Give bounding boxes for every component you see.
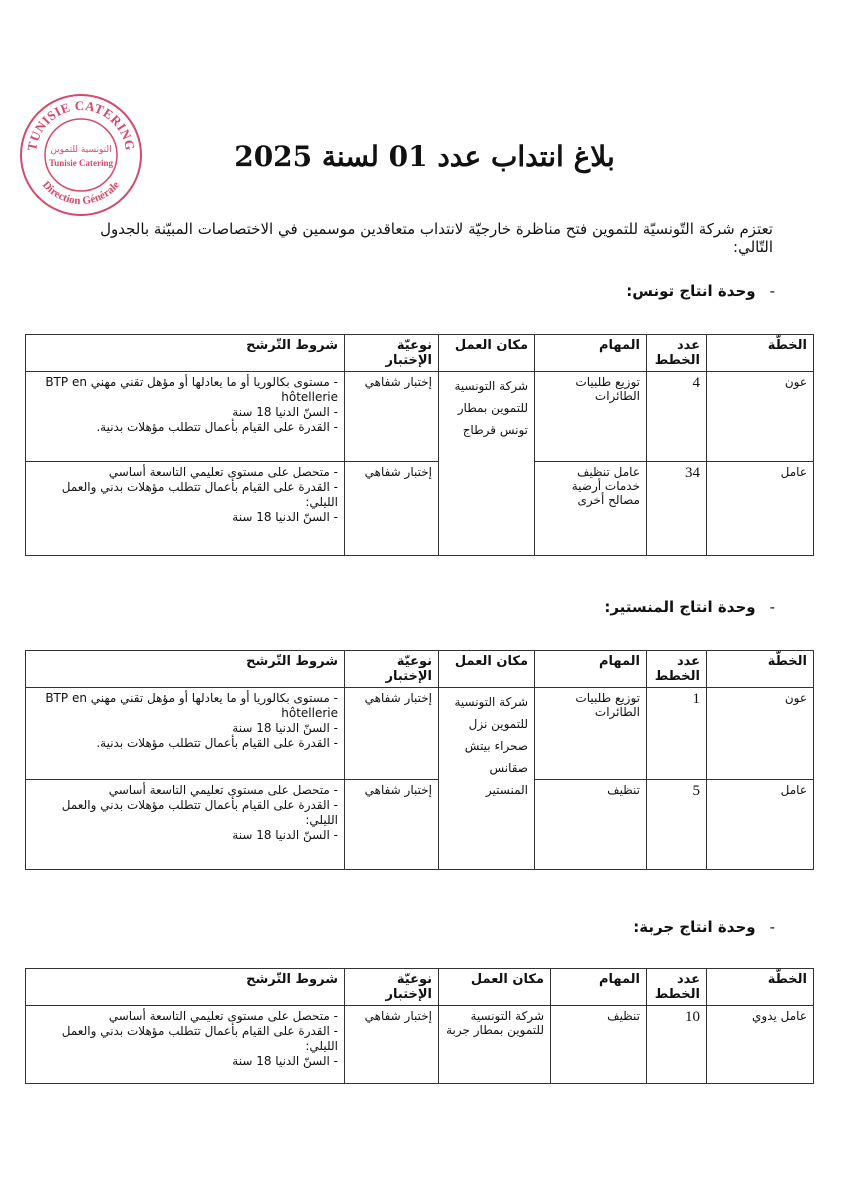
unit-heading-djerba: -وحدة انتاج جربة:	[633, 918, 775, 936]
cell-count: 1	[647, 688, 707, 780]
cell-tasks: توزيع طلبيات الطائرات	[535, 688, 647, 780]
header-tasks: المهام	[551, 969, 647, 1006]
condition-line: - متحصل على مستوى تعليمي التاسعة أساسي	[108, 783, 338, 797]
cell-position: عامل يدوي	[707, 1006, 814, 1084]
table-row	[26, 780, 814, 870]
cell-conditions	[26, 372, 345, 462]
condition-line: - مستوى بكالوريا أو ما يعادلها أو مؤهل تقني مهني BTP en hôtellerie	[45, 691, 338, 720]
svg-text:Direction Générale	[40, 179, 122, 207]
cell-place: شركة التونسية للتموين بمطار جربة	[439, 1006, 551, 1084]
condition-line: - متحصل على مستوى تعليمي التاسعة أساسي	[108, 1009, 338, 1023]
header-place: مكان العمل	[439, 651, 535, 688]
unit-heading-monastir: -وحدة انتاج المنستير:	[604, 598, 775, 616]
header-test: نوعيّة الإختبار	[345, 651, 439, 688]
stamp-arc-top: TUNISIE CATERING	[24, 97, 138, 152]
cell-position: عون	[707, 372, 814, 462]
cell-tasks: عامل تنظيف خدمات أرضية مصالح أخرى	[535, 462, 647, 556]
condition-line: - القدرة على القيام بأعمال تتطلب مؤهلات بدنية.	[96, 420, 338, 434]
cell-conditions	[26, 462, 345, 556]
condition-line: - متحصل على مستوى تعليمي التاسعة أساسي	[108, 465, 338, 479]
table-djerba	[25, 968, 814, 1084]
header-tasks: المهام	[535, 335, 647, 372]
condition-line: - السنّ الدنيا 18 سنة	[232, 1054, 338, 1068]
table-row	[26, 462, 814, 556]
condition-line: - السنّ الدنيا 18 سنة	[232, 721, 338, 735]
cell-conditions	[26, 688, 345, 780]
header-place: مكان العمل	[439, 969, 551, 1006]
unit-heading-tunis: -وحدة انتاج تونس:	[626, 282, 775, 300]
stamp-center-fr: Tunisie Catering	[49, 158, 113, 168]
cell-count: 34	[647, 462, 707, 556]
header-position: الخطّة	[707, 969, 814, 1006]
cell-conditions	[26, 1006, 345, 1084]
cell-count: 4	[647, 372, 707, 462]
cell-position: عون	[707, 688, 814, 780]
table-row	[26, 1006, 814, 1084]
cell-tasks: تنظيف	[551, 1006, 647, 1084]
cell-test: إختبار شفاهي	[345, 1006, 439, 1084]
cell-tasks: توزيع طلبيات الطائرات	[535, 372, 647, 462]
table-header-row	[26, 969, 814, 1006]
condition-line: - القدرة على القيام بأعمال تتطلب مؤهلات بدني والعمل الليلي:	[61, 1024, 338, 1053]
cell-test: إختبار شفاهي	[345, 688, 439, 780]
table-tunis	[25, 334, 814, 556]
header-test: نوعيّة الإختبار	[345, 969, 439, 1006]
cell-test: إختبار شفاهي	[345, 780, 439, 870]
condition-line: - مستوى بكالوريا أو ما يعادلها أو مؤهل تقني مهني BTP en hôtellerie	[45, 375, 338, 404]
condition-line: - السنّ الدنيا 18 سنة	[232, 405, 338, 419]
header-count: عدد الخطط	[647, 335, 707, 372]
cell-count: 5	[647, 780, 707, 870]
header-position: الخطّة	[707, 335, 814, 372]
table-monastir	[25, 650, 814, 870]
cell-test: إختبار شفاهي	[345, 372, 439, 462]
cell-place: شركة التونسية للتموين نزل صحراء بيتش صقانس المنستير	[439, 688, 535, 870]
table-row	[26, 688, 814, 780]
header-test: نوعيّة الإختبار	[345, 335, 439, 372]
condition-line: - القدرة على القيام بأعمال تتطلب مؤهلات بدني والعمل الليلي:	[61, 798, 338, 827]
header-position: الخطّة	[707, 651, 814, 688]
cell-test: إختبار شفاهي	[345, 462, 439, 556]
stamp-arc-bottom: Direction Générale	[39, 178, 123, 208]
header-conditions: شروط التّرشح	[26, 335, 345, 372]
cell-count: 10	[647, 1006, 707, 1084]
table-header-row	[26, 335, 814, 372]
cell-position: عامل	[707, 780, 814, 870]
cell-position: عامل	[707, 462, 814, 556]
condition-line: - القدرة على القيام بأعمال تتطلب مؤهلات بدنية.	[96, 736, 338, 750]
header-conditions: شروط التّرشح	[26, 651, 345, 688]
header-count: عدد الخطط	[647, 651, 707, 688]
header-tasks: المهام	[535, 651, 647, 688]
intro-paragraph: تعتزم شركة التّونسيّة للتموين فتح مناظرة خارجيّة لانتداب متعاقدين موسمين في الاختصاصات المبيّنة بالجدول التّالي:	[100, 220, 773, 256]
condition-line: - السنّ الدنيا 18 سنة	[232, 828, 338, 842]
table-row	[26, 372, 814, 462]
stamp-center-ar: التونسية للتموين	[50, 145, 112, 155]
cell-conditions	[26, 780, 345, 870]
page-title: بلاغ انتداب عدد 01 لسنة 2025	[234, 140, 615, 173]
cell-place: شركة التونسية للتموين بمطار تونس قرطاج	[439, 372, 535, 556]
header-place: مكان العمل	[439, 335, 535, 372]
condition-line: - السنّ الدنيا 18 سنة	[232, 510, 338, 524]
header-count: عدد الخطط	[647, 969, 707, 1006]
table-header-row	[26, 651, 814, 688]
condition-line: - القدرة على القيام بأعمال تتطلب مؤهلات بدني والعمل الليلي:	[61, 480, 338, 509]
header-conditions: شروط التّرشح	[26, 969, 345, 1006]
cell-tasks: تنظيف	[535, 780, 647, 870]
